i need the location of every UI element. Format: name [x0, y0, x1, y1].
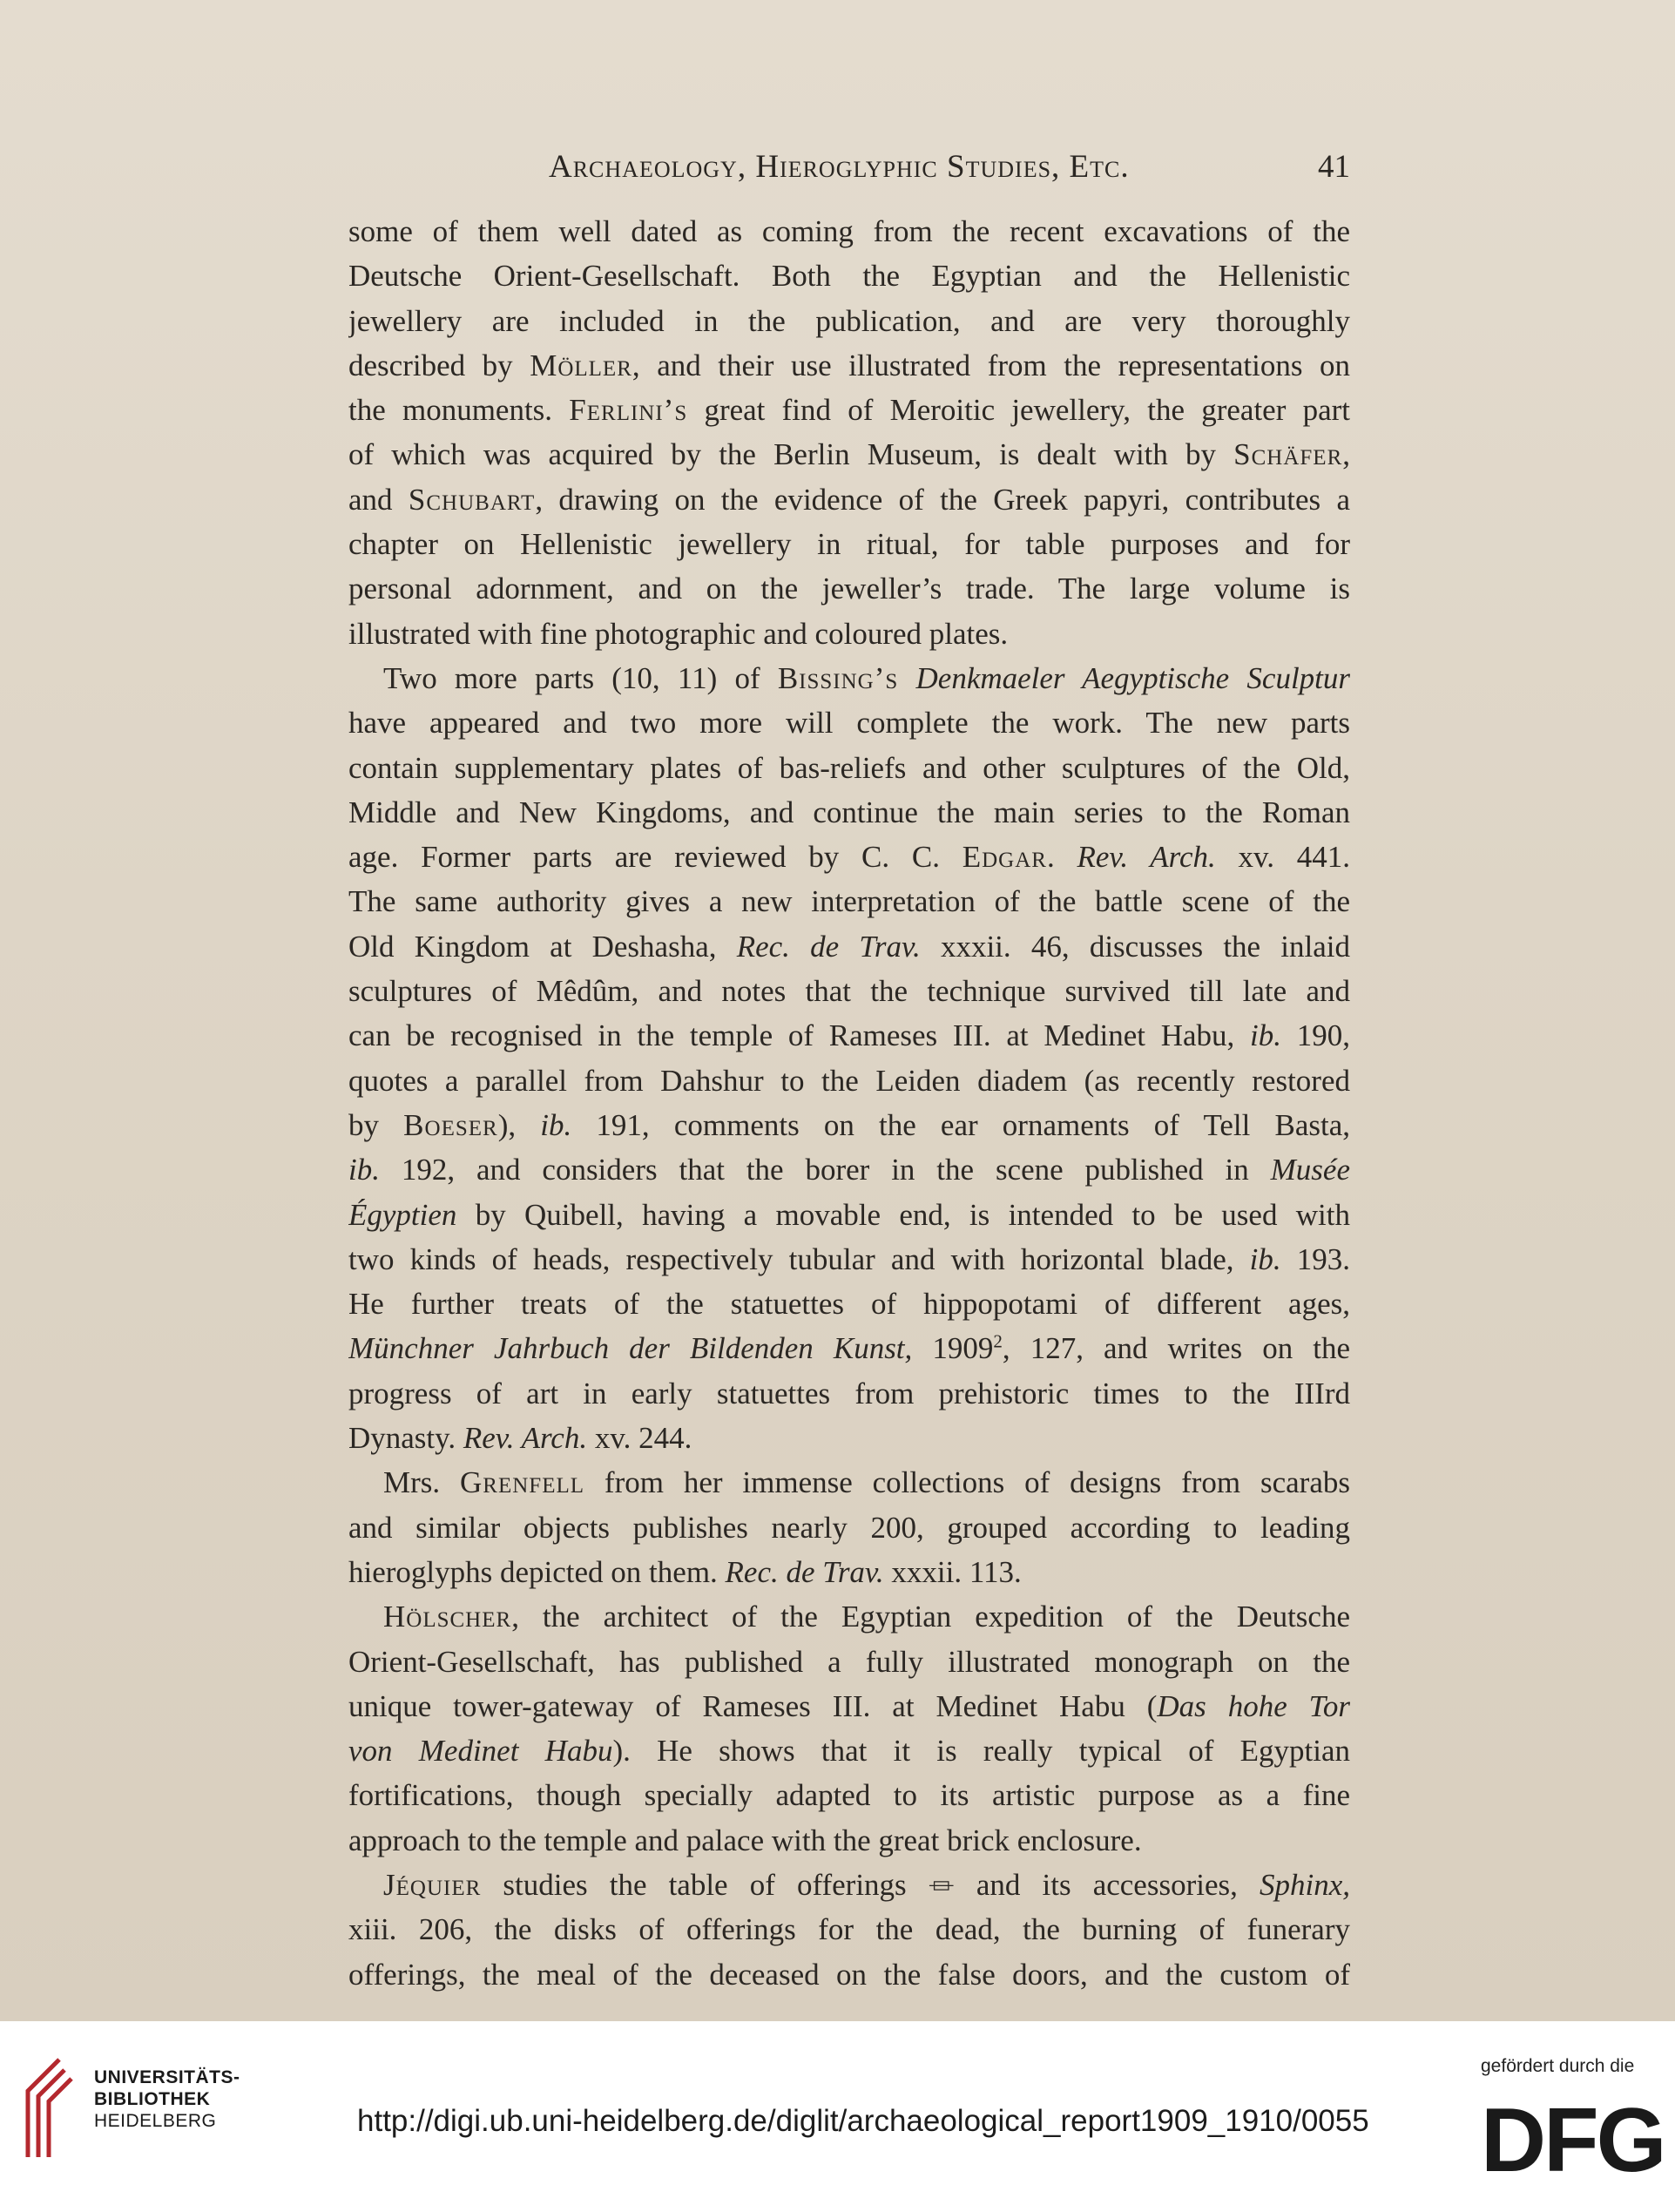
- text-line: and similar objects publishes nearly 200, grouped according to leading: [348, 1510, 1350, 1545]
- running-title: Archaeology, Hieroglyphic Studies, Etc.: [549, 149, 1130, 185]
- work-title: von Medinet Habu: [348, 1734, 613, 1769]
- text-line: and Schubart, drawing on the evidence of the Greek papyri, contributes a: [348, 482, 1350, 517]
- text-line: personal adornment, and on the jeweller’s trade. The large volume is: [348, 572, 1350, 606]
- text-line: Middle and New Kingdoms, and continue the main series to the Roman: [348, 795, 1350, 829]
- text-line: of which was acquired by the Berlin Museum, is dealt with by Schäfer,: [348, 437, 1350, 472]
- author-name: Hölscher: [383, 1600, 512, 1634]
- text-line: can be recognised in the temple of Rameses III. at Medinet Habu, ib. 190,: [348, 1018, 1350, 1053]
- text-line: Old Kingdom at Deshasha, Rec. de Trav. xxxii. 46, discusses the inlaid: [348, 929, 1350, 964]
- author-name: Ferlini’s: [569, 393, 688, 428]
- text-line: progress of art in early statuettes from prehistoric times to the IIIrd: [348, 1376, 1350, 1410]
- text-line: described by Möller, and their use illustrated from the representations on: [348, 348, 1350, 382]
- text-line: sculptures of Mêdûm, and notes that the technique survived till late and: [348, 974, 1350, 1009]
- text-line: Égyptien by Quibell, having a movable end, is intended to be used with: [348, 1197, 1350, 1232]
- text-line: illustrated with fine photographic and coloured plates.: [348, 616, 1009, 651]
- text-line: Hölscher, the architect of the Egyptian expedition of the Deutsche: [383, 1600, 1350, 1634]
- journal-title: Rec. de Trav.: [736, 929, 921, 964]
- journal-title: Münchner Jahrbuch der Bildenden Kunst,: [348, 1331, 913, 1366]
- text-line: chapter on Hellenistic jewellery in ritual, for table purposes and for: [348, 527, 1350, 562]
- source-url-link[interactable]: http://digi.ub.uni-heidelberg.de/diglit/archaeological_report1909_1910/0055: [357, 2104, 1369, 2138]
- text-line: the monuments. Ferlini’s great find of Meroitic jewellery, the greater part: [348, 393, 1350, 428]
- work-title: Das hohe Tor: [1157, 1688, 1350, 1723]
- offering-table-hieroglyph-icon: ⏛: [928, 1873, 955, 1903]
- dfg-logo: DFG: [1481, 2090, 1665, 2191]
- text-line: fortifications, though specially adapted to its artistic purpose as a fine: [348, 1778, 1350, 1813]
- journal-title: Égyptien: [348, 1197, 457, 1232]
- text-line: Jéquier studies the table of offerings ⏛ and its accessories, Sphinx,: [348, 1863, 1350, 1907]
- author-name: Jéquier: [383, 1867, 482, 1902]
- library-name: UNIVERSITÄTS- BIBLIOTHEK HEIDELBERG: [94, 2067, 240, 2131]
- text-line: quotes a parallel from Dahshur to the Leiden diadem (as recently restored: [348, 1063, 1350, 1098]
- journal-title: Musée: [1270, 1153, 1350, 1187]
- author-name: Schäfer: [1233, 437, 1343, 472]
- author-name: Bissing’s: [777, 660, 899, 695]
- author-name: Boeser: [403, 1107, 498, 1142]
- text-line: offerings, the meal of the deceased on the false doors, and the custom of: [348, 1957, 1350, 1992]
- funding-caption: gefördert durch die: [1481, 2056, 1635, 2076]
- text-line: age. Former parts are reviewed by C. C. Edgar. Rev. Arch. xv. 441.: [348, 840, 1350, 875]
- text-line: have appeared and two more will complete the work. The new parts: [348, 706, 1350, 741]
- text-line: Two more parts (10, 11) of Bissing’s Denkmaeler Aegyptische Sculptur: [383, 660, 1350, 695]
- journal-title: Rev. Arch.: [1077, 840, 1216, 875]
- work-title: Denkmaeler Aegyptische Sculptur: [915, 660, 1350, 695]
- author-name: Edgar: [962, 840, 1047, 875]
- text-line: hieroglyphs depicted on them. Rec. de Trav. xxxii. 113.: [348, 1554, 1022, 1589]
- text-line: He further treats of the statuettes of hippopotami of different ages,: [348, 1287, 1350, 1322]
- text-line: Mrs. Grenfell from her immense collections of designs from scarabs: [383, 1465, 1350, 1500]
- text-line: xiii. 206, the disks of offerings for the dead, the burning of funerary: [348, 1912, 1350, 1947]
- text-line: contain supplementary plates of bas-reliefs and other sculptures of the Old,: [348, 750, 1350, 785]
- text-line: The same authority gives a new interpretation of the battle scene of the: [348, 884, 1350, 919]
- text-line: Deutsche Orient-Gesellschaft. Both the Egyptian and the Hellenistic: [348, 259, 1350, 294]
- text-line: Orient-Gesellschaft, has published a fully illustrated monograph on the: [348, 1644, 1350, 1679]
- journal-title: Rev. Arch.: [463, 1421, 588, 1456]
- page-number: 41: [1318, 149, 1350, 185]
- text-line: Dynasty. Rev. Arch. xv. 244.: [348, 1421, 692, 1456]
- university-library-logo-icon: [24, 2056, 78, 2161]
- text-line: von Medinet Habu). He shows that it is really typical of Egyptian: [348, 1734, 1350, 1769]
- text-line: some of them well dated as coming from the recent excavations of the: [348, 214, 1350, 248]
- author-name: Möller: [530, 348, 632, 382]
- digitization-footer: [0, 2021, 1675, 2212]
- text-line: approach to the temple and palace with the great brick enclosure.: [348, 1823, 1142, 1857]
- text-line: ib. 192, and considers that the borer in the scene published in Musée: [348, 1153, 1350, 1187]
- text-body: [348, 209, 1350, 1997]
- text-line: by Boeser), ib. 191, comments on the ear ornaments of Tell Basta,: [348, 1107, 1350, 1142]
- text-line: Münchner Jahrbuch der Bildenden Kunst, 1909$^2$, 127, and writes on the: [348, 1330, 1350, 1366]
- text-line: two kinds of heads, respectively tubular and with horizontal blade, ib. 193.: [348, 1241, 1350, 1276]
- text-line: jewellery are included in the publication, and are very thoroughly: [348, 303, 1350, 338]
- author-name: Grenfell: [460, 1465, 585, 1500]
- author-name: Schubart: [408, 482, 536, 517]
- journal-title: Sphinx,: [1259, 1867, 1350, 1902]
- journal-title: Rec. de Trav.: [725, 1554, 884, 1589]
- text-line: unique tower-gateway of Rameses III. at Medinet Habu (Das hohe Tor: [348, 1688, 1350, 1723]
- page-header: [348, 148, 1350, 197]
